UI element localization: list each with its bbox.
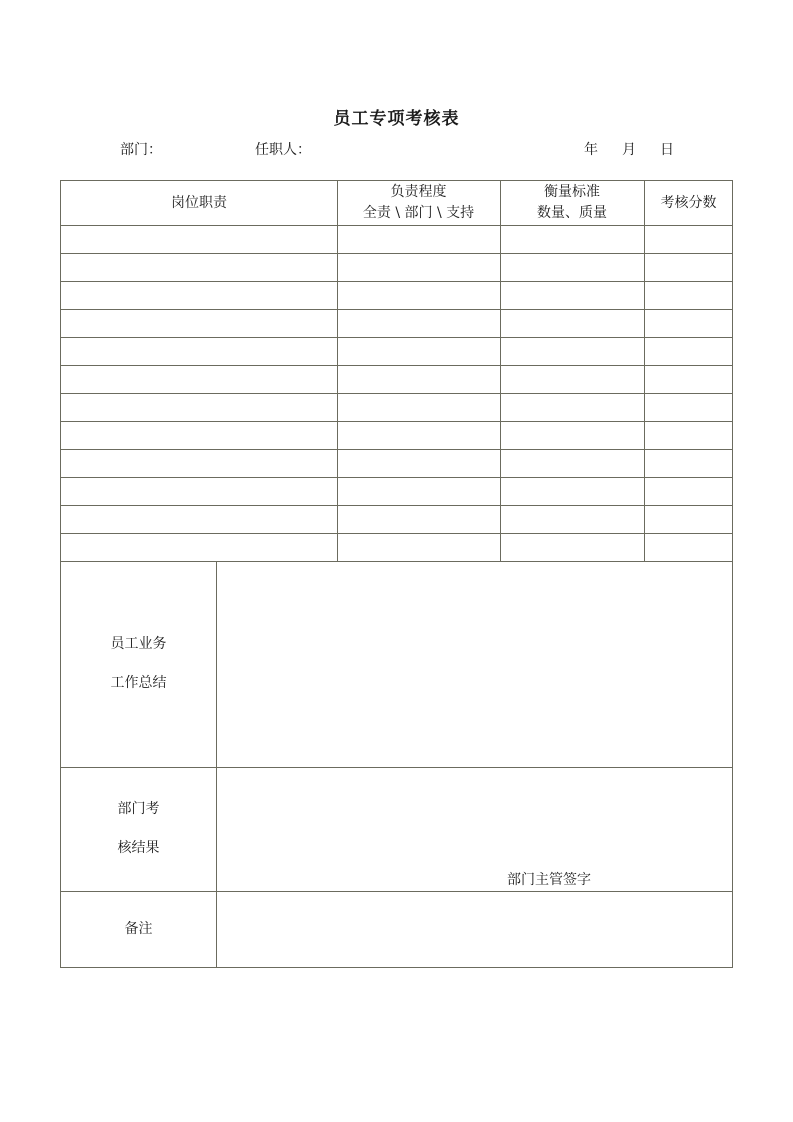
table-cell[interactable] — [337, 225, 500, 253]
table-cell[interactable] — [337, 449, 500, 477]
result-label-line1: 部门考 — [117, 801, 160, 817]
table-cell[interactable] — [500, 281, 644, 309]
table-cell[interactable] — [61, 253, 337, 281]
table-cell[interactable] — [644, 309, 733, 337]
table-cell[interactable] — [61, 309, 337, 337]
assessment-table — [60, 180, 733, 968]
result-label — [61, 767, 216, 891]
table-cell[interactable] — [61, 477, 337, 505]
remarks-label-text: 备注 — [124, 921, 153, 937]
header-responsibility — [337, 181, 500, 225]
table-cell[interactable] — [500, 533, 644, 561]
result-label-line2: 核结果 — [117, 840, 160, 856]
table-cell[interactable] — [61, 393, 337, 421]
table-cell[interactable] — [644, 421, 733, 449]
table-cell[interactable] — [500, 309, 644, 337]
table-cell[interactable] — [61, 225, 337, 253]
table-cell[interactable] — [61, 281, 337, 309]
table-cell[interactable] — [644, 253, 733, 281]
table-cell[interactable] — [337, 337, 500, 365]
header-duties — [61, 181, 337, 225]
column-rule — [644, 181, 645, 561]
column-rule — [337, 181, 338, 561]
table-cell[interactable] — [500, 393, 644, 421]
table-cell[interactable] — [500, 225, 644, 253]
table-cell[interactable] — [644, 337, 733, 365]
table-cell[interactable] — [644, 505, 733, 533]
form-title: 员工专项考核表 — [333, 109, 460, 129]
table-cell[interactable] — [337, 477, 500, 505]
remarks-content-area[interactable] — [217, 891, 733, 968]
header-score — [644, 181, 733, 225]
table-cell[interactable] — [337, 309, 500, 337]
table-cell[interactable] — [337, 393, 500, 421]
table-cell[interactable] — [337, 365, 500, 393]
header-score-label: 考核分数 — [660, 194, 717, 211]
incumbent-label: 任职人： — [255, 142, 311, 158]
table-cell[interactable] — [500, 505, 644, 533]
table-cell[interactable] — [500, 365, 644, 393]
remarks-label — [61, 891, 216, 968]
supervisor-signature-label: 部门主管签字 — [507, 872, 591, 888]
month-label: 月 — [622, 142, 636, 158]
table-cell[interactable] — [644, 225, 733, 253]
table-cell[interactable] — [337, 281, 500, 309]
table-cell[interactable] — [337, 421, 500, 449]
table-cell[interactable] — [644, 393, 733, 421]
result-content-area[interactable] — [217, 767, 733, 891]
department-label: 部门： — [120, 142, 162, 158]
table-cell[interactable] — [61, 533, 337, 561]
table-cell[interactable] — [500, 477, 644, 505]
table-cell[interactable] — [500, 421, 644, 449]
table-cell[interactable] — [337, 533, 500, 561]
table-cell[interactable] — [500, 253, 644, 281]
summary-label-line1: 员工业务 — [110, 636, 167, 652]
summary-label — [61, 561, 216, 767]
table-cell[interactable] — [644, 449, 733, 477]
table-cell[interactable] — [644, 477, 733, 505]
header-standard — [500, 181, 644, 225]
table-cell[interactable] — [61, 449, 337, 477]
table-cell[interactable] — [61, 365, 337, 393]
table-cell[interactable] — [61, 337, 337, 365]
table-cell[interactable] — [644, 365, 733, 393]
header-responsibility-line1: 负责程度 — [390, 184, 447, 200]
table-cell[interactable] — [644, 533, 733, 561]
table-cell[interactable] — [61, 505, 337, 533]
table-cell[interactable] — [337, 253, 500, 281]
column-rule — [500, 181, 501, 561]
header-responsibility-line2: 全责 \ 部门 \ 支持 — [362, 205, 475, 221]
header-duties-label: 岗位职责 — [171, 194, 227, 211]
table-cell[interactable] — [644, 281, 733, 309]
header-standard-line2: 数量、质量 — [537, 205, 607, 221]
summary-content-area[interactable] — [217, 561, 733, 767]
table-cell[interactable] — [61, 421, 337, 449]
year-label: 年 — [584, 142, 598, 158]
header-standard-line1: 衡量标准 — [544, 184, 600, 200]
day-label: 日 — [660, 142, 674, 158]
table-cell[interactable] — [500, 337, 644, 365]
table-cell[interactable] — [337, 505, 500, 533]
summary-label-line2: 工作总结 — [110, 675, 167, 691]
table-cell[interactable] — [500, 449, 644, 477]
